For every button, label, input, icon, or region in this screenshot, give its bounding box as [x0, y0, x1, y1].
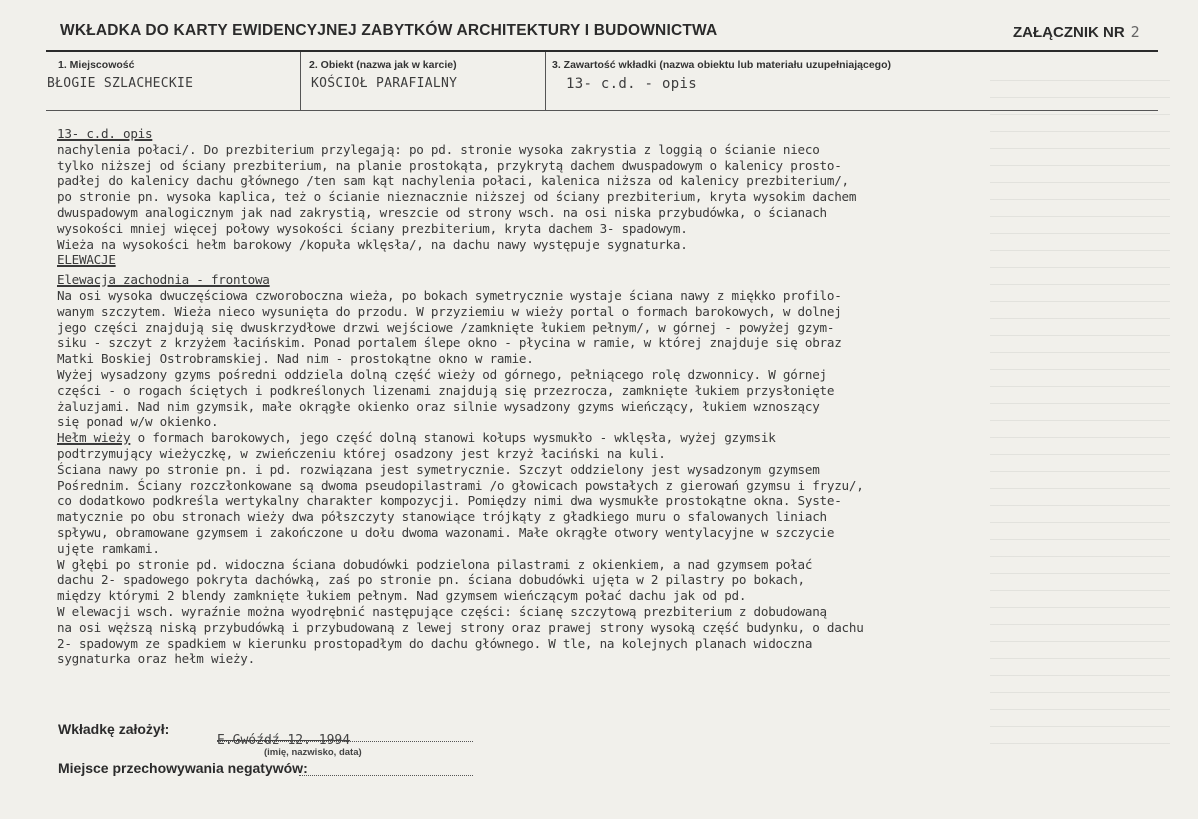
form-title: WKŁADKA DO KARTY EWIDENCYJNEJ ZABYTKÓW ARCHITEKTURY I BUDOWNICTWA	[60, 22, 718, 39]
paragraph-west-facade	[57, 288, 1167, 430]
text-line: Matki Boskiej Ostrobramskiej. Nad nim - prostokątne okno w ramie.	[57, 351, 534, 367]
field-divider-1	[300, 52, 301, 110]
text-line: po stronie pn. wysoka kaplica, też o ścianie nieznacznie niższej od ściany prezbiterium, kryta wysokim dachem	[57, 189, 857, 205]
text-line: Wieża na wysokości hełm barokowy /kopuła wklęsła/, na dachu nawy występuje sygnaturka.	[57, 236, 688, 252]
text-line: na osi węższą niską przybudówką i przybudowaną z lewej strony oraz prawej strony wysoką część budynku, o dachu	[57, 619, 864, 635]
text-line: żaluzjami. Nad nim gzymsik, małe okrągłe okienko oraz silnie wysadzony gzyms wieńczący, łukiem wznoszący	[57, 398, 820, 414]
text-line: W elewacji wsch. wyraźnie można wyodrębnić następujące części: ścianę szczytową prezbiterium z dobudowaną	[57, 603, 827, 619]
text-line: sygnaturka oraz hełm wieży.	[57, 651, 255, 667]
text-line: Ściana nawy po stronie pn. i pd. rozwiązana jest symetrycznie. Szczyt oddzielony jest wysadzonym gzymsem	[57, 461, 820, 477]
locality-label: 1. Miejscowość	[58, 59, 135, 71]
text-line: 2- spadowym ze spadkiem w kierunku prostopadłym do dachu głównego. W tle, na kolejnych planach widoczna	[57, 635, 813, 651]
storage-dotted-line	[299, 775, 473, 776]
content-label: 3. Zawartość wkładki (nazwa obiektu lub materiału uzupełniającego)	[552, 59, 891, 71]
helm-label: Hełm wieży	[57, 430, 131, 446]
section-heading: ELEWACJE	[57, 252, 116, 268]
object-label: 2. Obiekt (nazwa jak w karcie)	[309, 59, 457, 71]
text-line: matycznie po obu stronach wieży dwa półszczyty stanowiące trójkąty z gładkiego muru o sfalowanych liniach	[57, 509, 827, 525]
text-line: dwuspadowym analogicznym jak nad zakrystią, wreszcie od strony wsch. na osi niska przybudówka, o ścianach	[57, 204, 827, 220]
annex-label	[1013, 23, 1140, 41]
helm-rest: o formach barokowych, jego część dolną stanowi kołups wysmukło - wklęsła, wyżej gzymsik	[130, 430, 776, 446]
text-line: się ponad w/w okienko.	[57, 414, 219, 430]
text-line: wanym szczytem. Wieża nieco wysunięta do przodu. W przyziemiu w wieży portal o formach barokowych, w dolnej	[57, 303, 842, 319]
text-line: między którymi 2 blendy zamknięte łukiem pełnym. Nad gzymsem wieńczącym połać dachu jak od pd.	[57, 588, 747, 604]
locality-value: BŁOGIE SZLACHECKIE	[47, 76, 194, 91]
author-hint: (imię, nazwisko, data)	[264, 747, 362, 758]
paragraph-side-walls	[57, 446, 1167, 667]
description-body	[57, 126, 1167, 667]
subheading-west-facade: Elewacja zachodnia - frontowa	[57, 272, 270, 288]
fields-bottom-rule	[46, 110, 1158, 111]
text-line: dachu 2- spadowego pokryta dachówką, zaś po stronie pn. ściana dobudówki ujęta w 2 pilastry po bokach,	[57, 572, 805, 588]
text-line: siku - szczyt z krzyżem łacińskim. Ponad portalem ślepe okno - płycina w ramie, w której znajduje się obraz	[57, 335, 842, 351]
text-line: W głębi po stronie pd. widoczna ściana dobudówki podzielona pilastrami z okienkiem, a nad gzymsem połać	[57, 556, 813, 572]
paragraph-nave	[57, 142, 1167, 253]
text-line: części - o rogach ściętych i podkreślonych lizenami znajdują się przezrocza, zamknięte łukiem przysłonięte	[57, 382, 835, 398]
object-value: KOŚCIOŁ PARAFIALNY	[311, 76, 458, 91]
content-value: 13- c.d. - opis	[566, 76, 697, 92]
text-line: podtrzymujący wieżyczkę, w zwieńczeniu której osadzony jest krzyż łaciński na kuli.	[57, 445, 666, 461]
text-line: co dodatkowo podkreśla wertykalny charakter kompozycji. Pomiędzy nimi dwa wysmukłe prostokątne okna. Syste-	[57, 493, 842, 509]
text-line: Wyżej wysadzony gzyms pośredni oddziela dolną część wieży od górnego, pełniącego rolę dzwonnicy. W górnej	[57, 366, 827, 382]
annex-label-text: ZAŁĄCZNIK NR	[1013, 24, 1125, 41]
field-divider-2	[545, 52, 546, 110]
author-signature: E.Gwóźdź 12. 1994	[217, 733, 351, 748]
annex-number: 2	[1130, 23, 1140, 41]
text-line: padłej do kalenicy dachu głównego /ten sam kąt nachylenia połaci, kalenica niższa od kalenicy prezbiterium/,	[57, 173, 849, 189]
text-line: Pośrednim. Ściany rozczłonkowane są dwoma pseudopilastrami /o głowicach powstałych z gierowań gzymsu i fryzu/,	[57, 477, 864, 493]
text-line: nachylenia połaci/. Do prezbiterium przylegają: po pd. stronie wysoka zakrystia z loggią o ścianie nieco	[57, 141, 820, 157]
storage-label: Miejsce przechowywania negatywów:	[58, 760, 308, 776]
text-line: jego części znajdują się dwuskrzydłowe drzwi wejściowe /zamknięte łukiem pełnym/, w górnej - powyżej gzym-	[57, 319, 835, 335]
body-heading: 13- c.d. opis	[57, 126, 153, 141]
header-rule	[46, 50, 1158, 52]
text-line: spływu, obramowane gzymsem i zakończone u dołu dwoma wazonami. Małe okrągłe otwory wentylacyjne w szczycie	[57, 524, 835, 540]
text-line: ujęte ramkami.	[57, 540, 160, 556]
text-line: Na osi wysoka dwuczęściowa czworoboczna wieża, po bokach symetrycznie wystaje ściana nawy z miękko profilo-	[57, 287, 842, 303]
text-line: tylko niższej od ściany prezbiterium, na planie prostokąta, przykrytą dachem dwuspadowym o kalenicy prosto-	[57, 157, 842, 173]
helm-line	[57, 430, 1167, 446]
author-label: Wkładkę założył:	[58, 721, 170, 737]
text-line: wysokości mniej więcej połowy wysokości ściany prezbiterium, kryta dachem 3- spadowym.	[57, 220, 688, 236]
